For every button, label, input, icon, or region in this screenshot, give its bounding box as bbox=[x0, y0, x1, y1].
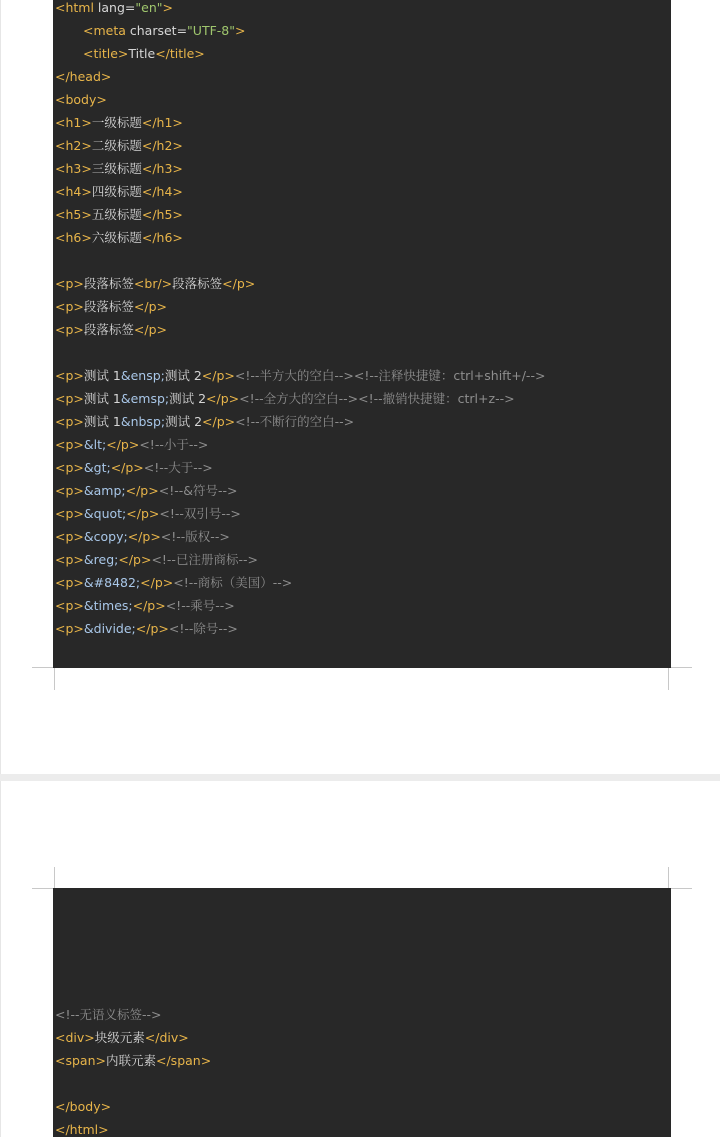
code-tag: </p> bbox=[201, 368, 235, 383]
code-line bbox=[53, 204, 671, 226]
code-tag: <html bbox=[55, 0, 98, 15]
crop-mark-top-right-v bbox=[668, 867, 669, 888]
code-line bbox=[53, 480, 671, 502]
code-tag: </h2> bbox=[141, 138, 183, 153]
crop-mark-bottom-right-h bbox=[671, 667, 692, 668]
code-tag: > bbox=[162, 0, 173, 15]
code-entity: &times; bbox=[83, 598, 133, 613]
code-text: 测试 1 bbox=[83, 391, 121, 406]
code-line bbox=[53, 618, 671, 640]
code-line bbox=[53, 1119, 671, 1137]
code-tag: <p> bbox=[55, 621, 84, 636]
code-line bbox=[53, 365, 671, 387]
code-tag: <span> bbox=[55, 1053, 106, 1068]
code-tag: <p> bbox=[55, 437, 84, 452]
code-text: 二级标题 bbox=[91, 138, 142, 153]
code-comment: <!--双引号--> bbox=[159, 506, 241, 521]
code-tag: </p> bbox=[127, 529, 161, 544]
code-tag: </p> bbox=[133, 299, 167, 314]
code-tag: </div> bbox=[144, 1030, 189, 1045]
code-block-1 bbox=[53, 0, 671, 668]
code-text: 测试 2 bbox=[169, 391, 207, 406]
code-entity: &amp; bbox=[83, 483, 126, 498]
code-tag: <p> bbox=[55, 598, 84, 613]
code-comment: <!--除号--> bbox=[168, 621, 238, 636]
code-tag: </p> bbox=[206, 391, 240, 406]
code-text: 内联元素 bbox=[105, 1053, 156, 1068]
code-tag: </p> bbox=[110, 460, 144, 475]
code-tag: <p> bbox=[55, 391, 84, 406]
code-tag: </h4> bbox=[141, 184, 183, 199]
code-tag: </body> bbox=[55, 1099, 112, 1114]
code-text: 测试 1 bbox=[83, 368, 121, 383]
code-text: 测试 2 bbox=[165, 414, 203, 429]
code-line bbox=[53, 20, 671, 42]
crop-mark-top-right-h bbox=[671, 888, 692, 889]
code-tag: <p> bbox=[55, 575, 84, 590]
code-tag: <p> bbox=[55, 460, 84, 475]
code-tag: > bbox=[234, 23, 246, 38]
code-line bbox=[53, 411, 671, 433]
crop-mark-bottom-right-v bbox=[668, 668, 669, 690]
code-text: 段落标签 bbox=[83, 299, 134, 314]
code-entity: &reg; bbox=[83, 552, 119, 567]
code-entity: &#8482; bbox=[83, 575, 141, 590]
code-attribute-value: "en" bbox=[135, 0, 163, 15]
code-line bbox=[53, 89, 671, 111]
code-tag: <p> bbox=[55, 414, 84, 429]
code-attribute: lang= bbox=[97, 0, 136, 15]
code-line bbox=[53, 135, 671, 157]
code-tag: </p> bbox=[126, 506, 160, 521]
code-tag: <div> bbox=[55, 1030, 95, 1045]
code-line bbox=[53, 342, 671, 364]
code-line bbox=[53, 434, 671, 456]
code-tag: </p> bbox=[106, 437, 140, 452]
code-line bbox=[53, 43, 671, 65]
code-tag: </p> bbox=[140, 575, 174, 590]
crop-mark-top-left-h bbox=[32, 888, 53, 889]
code-tag: </p> bbox=[125, 483, 159, 498]
code-line bbox=[53, 595, 671, 617]
code-tag: <p> bbox=[55, 368, 84, 383]
code-tag: </h1> bbox=[141, 115, 183, 130]
code-tag: </title> bbox=[155, 46, 205, 61]
code-text: 块级元素 bbox=[94, 1030, 145, 1045]
code-tag: </p> bbox=[135, 621, 169, 636]
code-text: 五级标题 bbox=[91, 207, 142, 222]
document-page-2 bbox=[0, 781, 720, 1137]
code-tag: <br/> bbox=[133, 276, 173, 291]
code-entity: &ensp; bbox=[120, 368, 165, 383]
code-tag: <h5> bbox=[55, 207, 92, 222]
code-comment: <!--版权--> bbox=[160, 529, 230, 544]
page-separator bbox=[0, 774, 720, 781]
code-tag: <h1> bbox=[55, 115, 92, 130]
code-tag: </html> bbox=[55, 1122, 109, 1137]
code-tag: <p> bbox=[55, 483, 84, 498]
code-comment: <!--全方大的空白--><!--撤销快捷键：ctrl+z--> bbox=[239, 391, 515, 406]
code-line bbox=[53, 158, 671, 180]
code-text: Title bbox=[128, 46, 156, 61]
code-comment: <!--商标（美国）--> bbox=[173, 575, 293, 590]
code-tag: <p> bbox=[55, 552, 84, 567]
code-entity: &lt; bbox=[83, 437, 107, 452]
code-tag: </p> bbox=[202, 414, 236, 429]
code-comment: <!--大于--> bbox=[143, 460, 213, 475]
code-line bbox=[53, 1027, 671, 1049]
code-line bbox=[53, 227, 671, 249]
code-tag: <h4> bbox=[55, 184, 92, 199]
code-tag: <title> bbox=[83, 46, 129, 61]
code-tag: <meta bbox=[83, 23, 130, 38]
code-entity: &emsp; bbox=[120, 391, 170, 406]
code-attribute: charset= bbox=[129, 23, 188, 38]
code-text: 段落标签 bbox=[83, 322, 134, 337]
page-edge-left bbox=[0, 781, 1, 1137]
code-tag: <p> bbox=[55, 276, 84, 291]
code-tag: <p> bbox=[55, 299, 84, 314]
code-line bbox=[53, 319, 671, 341]
code-text: 段落标签 bbox=[172, 276, 223, 291]
code-comment: <!--已注册商标--> bbox=[151, 552, 258, 567]
crop-mark-top-left-v bbox=[54, 867, 55, 888]
code-text: 四级标题 bbox=[91, 184, 142, 199]
code-line bbox=[53, 526, 671, 548]
code-line bbox=[53, 250, 671, 272]
code-entity: &copy; bbox=[83, 529, 128, 544]
code-tag: </p> bbox=[133, 322, 167, 337]
code-comment: <!--无语义标签--> bbox=[55, 1007, 162, 1022]
code-text: 测试 2 bbox=[164, 368, 202, 383]
code-tag: <p> bbox=[55, 506, 84, 521]
code-comment: <!--小于--> bbox=[139, 437, 209, 452]
code-line bbox=[53, 273, 671, 295]
code-line bbox=[53, 181, 671, 203]
code-line bbox=[53, 1004, 671, 1026]
code-comment: <!--&符号--> bbox=[158, 483, 238, 498]
code-entity: &nbsp; bbox=[120, 414, 166, 429]
code-tag: </h5> bbox=[141, 207, 183, 222]
code-text: 六级标题 bbox=[91, 230, 142, 245]
code-line bbox=[53, 296, 671, 318]
code-text: 测试 1 bbox=[83, 414, 121, 429]
code-line bbox=[53, 388, 671, 410]
code-tag: <h2> bbox=[55, 138, 92, 153]
code-line bbox=[53, 0, 671, 19]
code-attribute-value: "UTF-8" bbox=[187, 23, 235, 38]
code-line bbox=[53, 66, 671, 88]
code-tag: <body> bbox=[55, 92, 107, 107]
code-line bbox=[53, 503, 671, 525]
crop-mark-bottom-left-h bbox=[32, 667, 53, 668]
code-tag: </span> bbox=[156, 1053, 212, 1068]
code-entity: &gt; bbox=[83, 460, 111, 475]
code-tag: </h6> bbox=[141, 230, 183, 245]
code-line bbox=[53, 1096, 671, 1118]
code-comment: <!--乘号--> bbox=[165, 598, 235, 613]
code-text: 一级标题 bbox=[91, 115, 142, 130]
code-entity: &divide; bbox=[83, 621, 136, 636]
code-tag: <p> bbox=[55, 529, 84, 544]
code-block-2 bbox=[53, 888, 671, 1137]
crop-mark-bottom-left-v bbox=[54, 668, 55, 690]
code-line bbox=[53, 1073, 671, 1095]
code-tag: </p> bbox=[222, 276, 256, 291]
code-tag: <p> bbox=[55, 322, 84, 337]
code-comment: <!--半方大的空白--><!--注释快捷键：ctrl+shift+/--> bbox=[234, 368, 546, 383]
code-comment: <!--不断行的空白--> bbox=[235, 414, 355, 429]
code-line bbox=[53, 572, 671, 594]
code-tag: </head> bbox=[55, 69, 112, 84]
code-tag: </h3> bbox=[141, 161, 183, 176]
code-tag: <h3> bbox=[55, 161, 92, 176]
code-line bbox=[53, 112, 671, 134]
code-tag: </p> bbox=[118, 552, 152, 567]
code-text: 三级标题 bbox=[91, 161, 142, 176]
code-tag: <h6> bbox=[55, 230, 92, 245]
code-text: 段落标签 bbox=[83, 276, 134, 291]
code-line bbox=[53, 1050, 671, 1072]
code-tag: </p> bbox=[132, 598, 166, 613]
code-entity: &quot; bbox=[83, 506, 127, 521]
code-line bbox=[53, 549, 671, 571]
page-edge-left bbox=[0, 0, 1, 774]
code-line bbox=[53, 457, 671, 479]
